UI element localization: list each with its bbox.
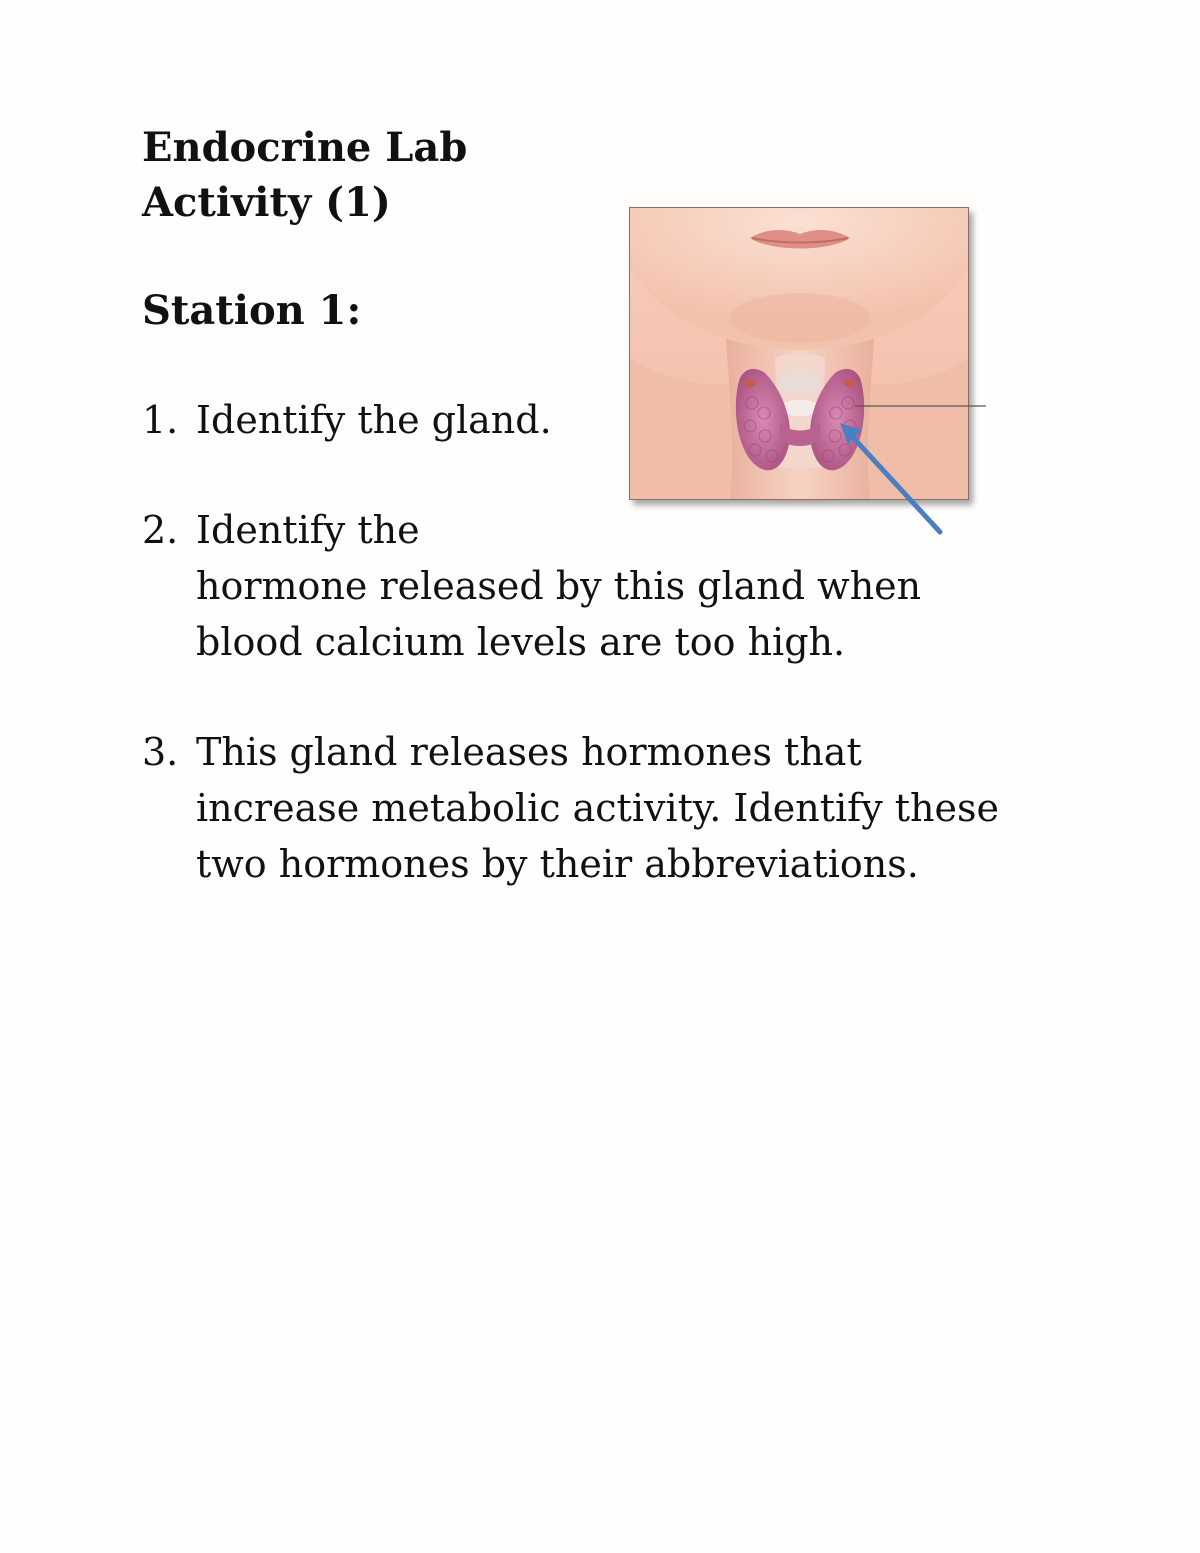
question-line: increase metabolic activity. Identify these [196, 786, 999, 830]
question-number: 2. [142, 508, 179, 552]
document-title [142, 120, 467, 230]
question-number: 3. [142, 730, 179, 774]
question-line: two hormones by their abbreviations. [196, 842, 919, 886]
title-line-1: Endocrine Lab [142, 124, 468, 171]
question-line: Identify the gland. [196, 398, 552, 442]
neck-thyroid-image [630, 208, 968, 499]
question-text [196, 724, 999, 892]
question-line: Identify the [196, 508, 420, 552]
question-number: 1. [142, 398, 179, 442]
question-line: hormone released by this gland when [196, 564, 922, 608]
station-heading: Station 1: [142, 287, 362, 334]
question-text [196, 502, 921, 670]
question-text [196, 392, 552, 448]
question-line: blood calcium levels are too high. [196, 620, 846, 664]
question-line: This gland releases hormones that [196, 730, 862, 774]
thyroid-illustration [629, 207, 969, 500]
title-line-2: Activity (1) [142, 179, 391, 226]
